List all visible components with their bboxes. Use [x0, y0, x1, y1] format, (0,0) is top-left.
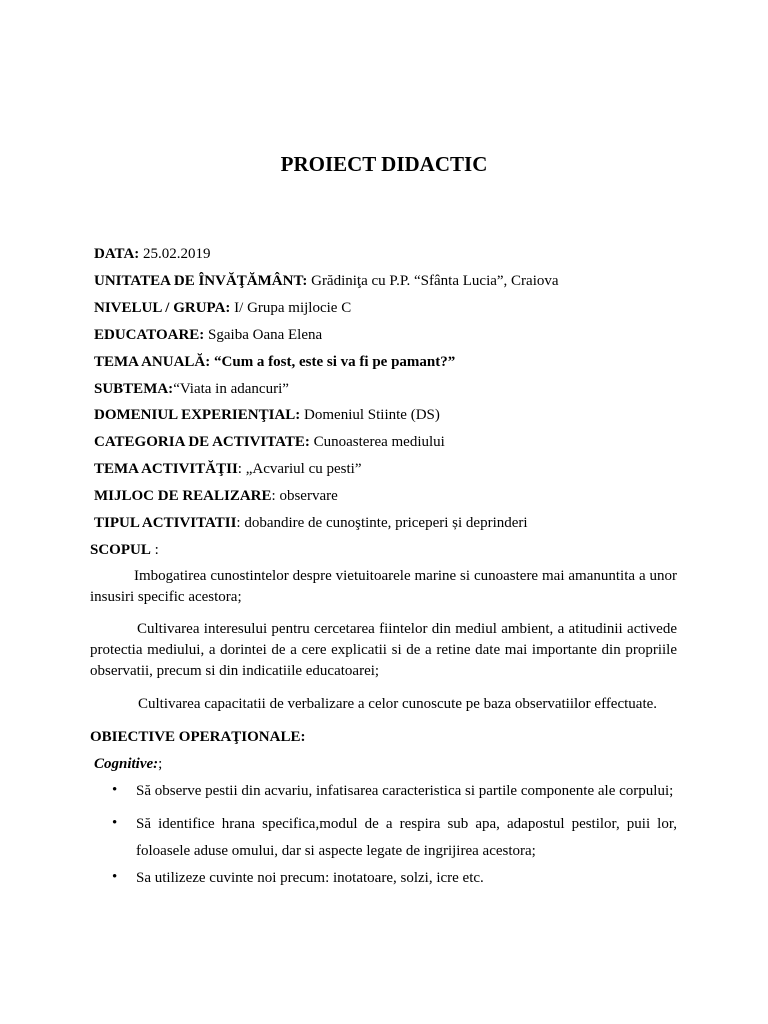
bullet-icon: • [112, 815, 118, 831]
field-label: DOMENIUL EXPERIENŢIAL: [94, 407, 301, 423]
field-label: UNITATEA DE ÎNVĂŢĂMÂNT: [94, 273, 308, 289]
field-value: : „Acvariul cu pesti” [237, 461, 362, 477]
list-item-text: Să observe pestii din acvariu, infatisarea caracteristica si partile componente ale corpului; [136, 783, 674, 799]
field-tema-anuala [94, 352, 455, 372]
field-value: Grădiniţa cu P.P. “Sfânta Lucia”, Craiova [307, 273, 559, 289]
field-tema-activitatii [94, 459, 362, 479]
field-label: EDUCATOARE: [94, 327, 205, 343]
cognitive-subheading [94, 754, 162, 774]
field-label: SUBTEMA: [94, 381, 174, 397]
field-unitatea [94, 271, 559, 291]
field-value: Sgaiba Oana Elena [204, 327, 323, 343]
field-label: DATA: [94, 246, 140, 262]
obiective-heading: OBIECTIVE OPERAŢIONALE: [90, 729, 306, 745]
page-title: PROIECT DIDACTIC [280, 152, 488, 176]
field-data [94, 244, 211, 264]
field-categoria [94, 432, 445, 452]
field-domeniul [94, 405, 440, 425]
list-item-text: Sa utilizeze cuvinte noi precum: inotatoare, solzi, icre etc. [136, 870, 484, 886]
field-value: “Viata in adancuri” [173, 381, 289, 397]
scop-paragraph: Cultivarea capacitatii de verbalizare a celor cunoscute pe baza observatiilor effectuate. [138, 696, 658, 712]
field-value: “Cum a fost, este si va fi pe pamant?” [210, 354, 456, 370]
field-value: : observare [271, 488, 338, 504]
cognitive-label: Cognitive: [94, 756, 159, 772]
field-value: 25.02.2019 [139, 246, 211, 262]
scop-heading-suffix: : [150, 542, 159, 558]
field-label: CATEGORIA DE ACTIVITATE: [94, 434, 310, 450]
field-mijloc [94, 486, 338, 506]
field-label: NIVELUL / GRUPA: [94, 300, 231, 316]
field-nivelul [94, 298, 351, 318]
field-value: I/ Grupa mijlocie C [230, 300, 352, 316]
cognitive-suffix: ; [158, 756, 163, 772]
field-value: Domeniul Stiinte (DS) [300, 407, 440, 423]
scop-heading-text: SCOPUL [90, 542, 151, 558]
scop-paragraph: Imbogatirea cunostintelor despre vietuitoarele marine si cunoastere mai amanuntita a unor insusiri specific acestora; [90, 568, 677, 605]
field-label: TEMA ACTIVITĂŢII [94, 461, 238, 477]
field-label: TEMA ANUALĂ: [94, 354, 211, 370]
scop-paragraph: Cultivarea interesului pentru cercetarea fiintelor din mediul ambient, a atitudinii activede protectia mediului, a dorintei de a cere explicatii si de a retine date mai importante din propriile observatii, precum si din indicatiile educatoarei; [90, 621, 677, 679]
field-tipul [94, 513, 528, 533]
field-value: : dobandire de cunoştinte, priceperi și deprinderi [236, 515, 528, 531]
field-educatoare [94, 325, 322, 345]
field-subtema [94, 379, 289, 399]
field-label: TIPUL ACTIVITATII [94, 515, 237, 531]
field-label: MIJLOC DE REALIZARE [94, 488, 272, 504]
bullet-icon: • [112, 869, 118, 885]
list-item-text: Să identifice hrana specifica,modul de a respira sub apa, adapostul pestilor, puii lor, foloasele aduse omului, dar si aspecte legate de ingrijirea acestora; [136, 816, 677, 859]
scop-heading [90, 540, 159, 560]
field-value: Cunoasterea mediului [309, 434, 445, 450]
bullet-icon: • [112, 782, 118, 798]
